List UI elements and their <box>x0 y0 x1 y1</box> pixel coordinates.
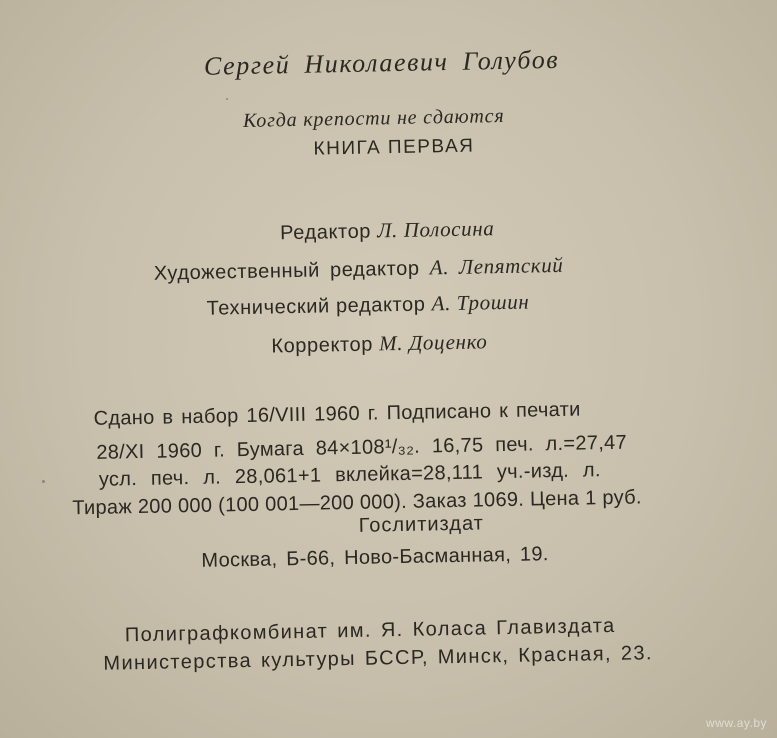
imprint-line-typesetting: Сдано в набор 16/VIII 1960 г. Подписано к печати <box>93 398 581 430</box>
credit-role: Технический редактор <box>206 293 426 320</box>
credit-editor <box>280 218 495 243</box>
imprint-line-print-run: Тираж 200 000 (100 001—200 000). Заказ 1069. Цена 1 руб. <box>72 486 642 520</box>
credit-role: Корректор <box>271 333 374 358</box>
publisher-name: Гослитиздат <box>358 512 485 537</box>
printer-line-2: Министерства культуры БССР, Минск, Красная, 23. <box>103 642 654 675</box>
printer-line-1: Полиграфкомбинат им. Я. Коласа Главиздата <box>124 614 616 647</box>
credit-proofreader <box>271 331 487 356</box>
credit-role: Художественный редактор <box>153 257 420 285</box>
credit-art-editor <box>153 252 564 285</box>
credit-name: А. Трошин <box>431 289 530 316</box>
imprint-line-paper: 28/XI 1960 г. Бумага 84×108¹/₃₂. 16,75 печ. л.=27,47 <box>96 431 628 464</box>
book-author: Сергей Николаевич Голубов <box>203 44 560 81</box>
imprint-line-sheets: усл. печ. л. 28,061+1 вклейка=28,111 уч.-изд. л. <box>98 459 601 491</box>
book-title: Когда крепости не сдаются <box>242 104 505 132</box>
publisher-address: Москва, Б-66, Ново-Басманная, 19. <box>201 543 549 572</box>
paper-speck <box>226 98 228 100</box>
credit-role: Редактор <box>279 220 372 245</box>
book-part-label: КНИГА ПЕРВАЯ <box>313 135 475 160</box>
site-watermark: www.ay.by <box>706 716 767 730</box>
credit-name: Л. Полосина <box>376 216 495 243</box>
credit-name: М. Доценко <box>378 329 488 356</box>
credit-name: А. Лепятский <box>429 252 564 280</box>
paper-speck <box>42 480 45 483</box>
credit-technical-editor <box>206 289 530 320</box>
